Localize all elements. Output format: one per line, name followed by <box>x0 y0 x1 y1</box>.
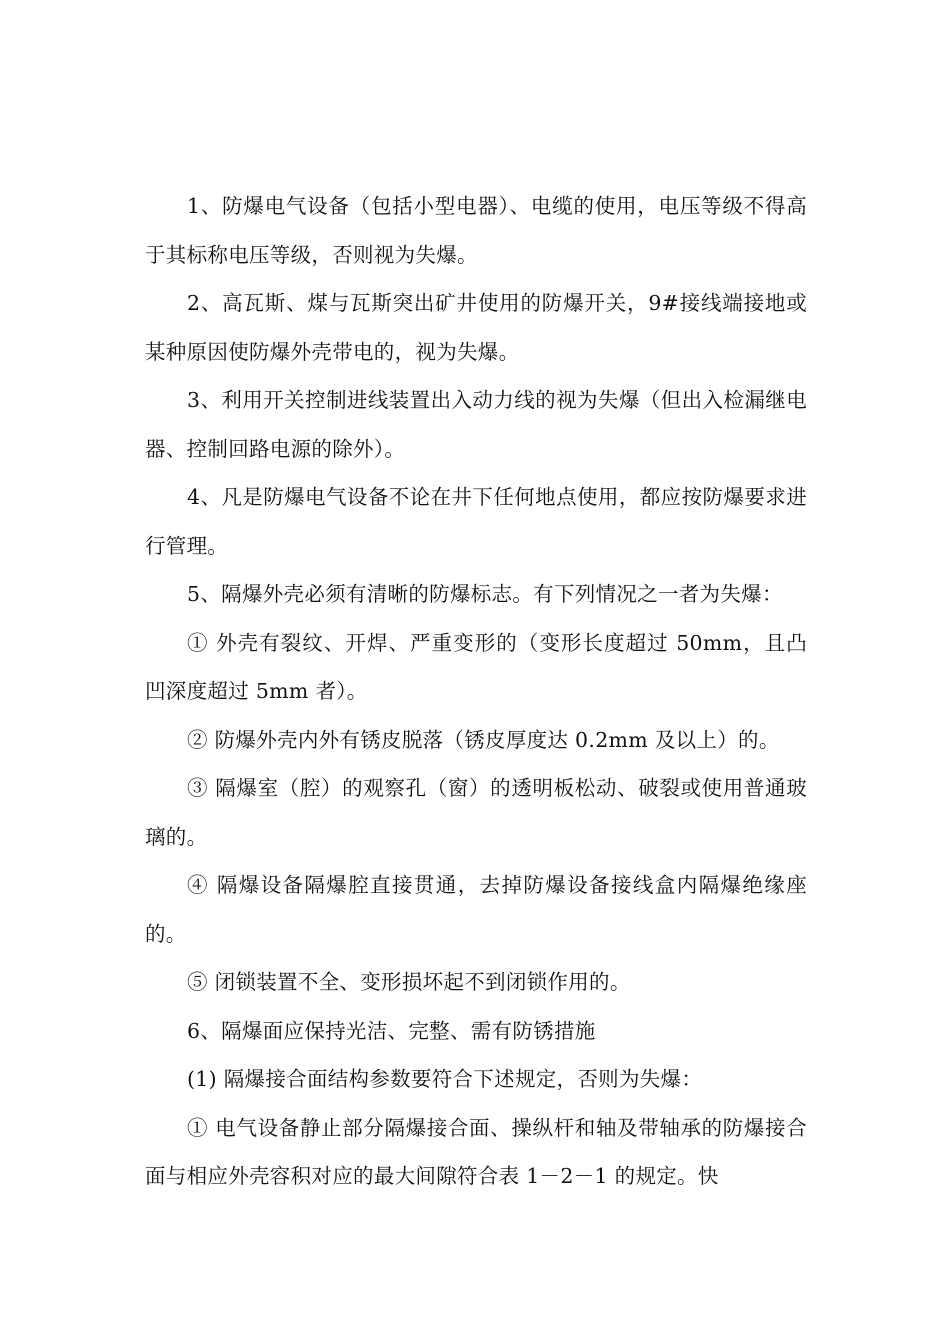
sub-list-item-1: ① 电气设备静止部分隔爆接合面、操纵杆和轴及带轴承的防爆接合面与相应外壳容积对应的最大间隙符合表 1－2－1 的规定。快 <box>145 1115 807 1188</box>
list-item-1: ① 外壳有裂纹、开焊、严重变形的（变形长度超过 50mm，且凸凹深度超过 5mm 者）。 <box>145 630 807 703</box>
sub-paragraph-1: (1) 隔爆接合面结构参数要符合下述规定，否则为失爆： <box>187 1067 703 1091</box>
paragraph-3: 3、利用开关控制进线装置出入动力线的视为失爆（但出入检漏继电器、控制回路电源的除外）。 <box>145 388 807 461</box>
list-item-5: ⑤ 闭锁装置不全、变形损坏起不到闭锁作用的。 <box>187 970 631 994</box>
paragraph-4: 4、凡是防爆电气设备不论在井下任何地点使用，都应按防爆要求进行管理。 <box>145 485 807 558</box>
list-item-3: ③ 隔爆室（腔）的观察孔（窗）的透明板松动、破裂或使用普通玻璃的。 <box>145 776 807 849</box>
document-body <box>145 182 807 1201</box>
paragraph-1: 1、防爆电气设备（包括小型电器）、电缆的使用，电压等级不得高于其标称电压等级，否则视为失爆。 <box>145 194 807 267</box>
list-item-4: ④ 隔爆设备隔爆腔直接贯通，去掉防爆设备接线盒内隔爆绝缘座的。 <box>145 873 807 946</box>
paragraph-6: 6、隔爆面应保持光洁、完整、需有防锈措施 <box>187 1018 596 1043</box>
paragraph-5: 5、隔爆外壳必须有清晰的防爆标志。有下列情况之一者为失爆： <box>187 582 783 606</box>
paragraph-2: 2、高瓦斯、煤与瓦斯突出矿井使用的防爆开关，9#接线端接地或某种原因使防爆外壳带电的，视为失爆。 <box>145 291 807 364</box>
list-item-2: ② 防爆外壳内外有锈皮脱落（锈皮厚度达 0.2mm 及以上）的。 <box>187 727 780 752</box>
